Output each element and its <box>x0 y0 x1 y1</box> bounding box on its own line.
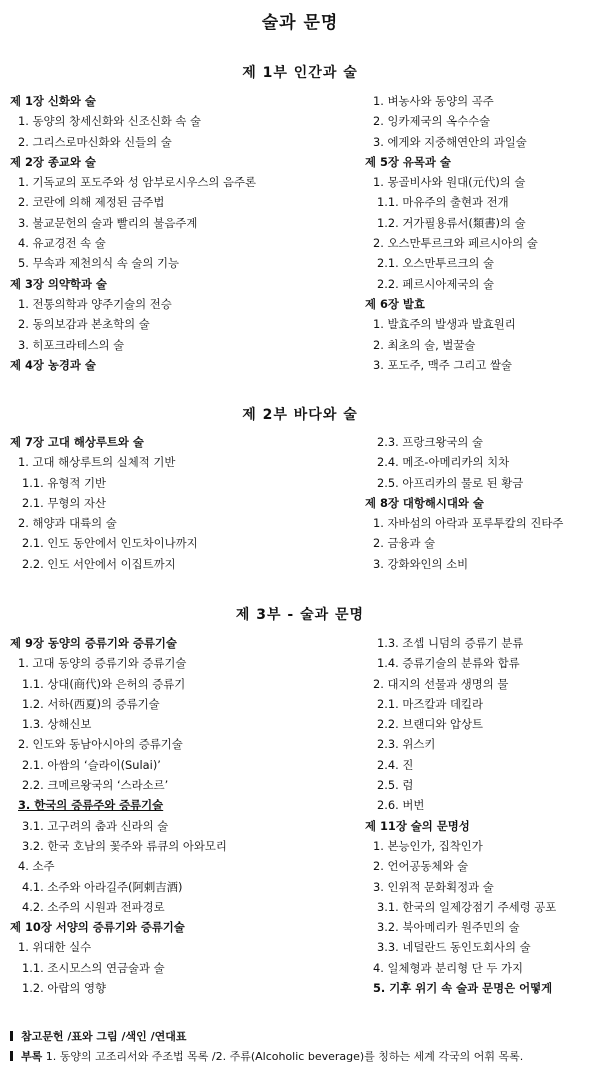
toc-entry: 1. 고대 동양의 증류기와 증류기술 <box>18 656 187 671</box>
toc-entry: 2.5. 아프리카의 물로 된 황금 <box>377 475 524 490</box>
toc-entry: 3. 한국의 증류주와 증류기술 <box>18 798 164 813</box>
toc-entry: 3.1. 고구려의 춤과 신라의 술 <box>22 818 169 833</box>
toc-entry: 2. 인도와 동남아시아의 증류기술 <box>18 737 183 752</box>
toc-entry: 2. 그리스로마신화와 신들의 술 <box>18 134 172 149</box>
toc-entry: 2.1. 아쌈의 ‘슬라이(Sulai)’ <box>22 757 161 772</box>
toc-entry: 5. 기후 위기 속 술과 문명은 어떻게 <box>373 981 553 996</box>
toc-entry: 1. 위대한 실수 <box>18 940 92 955</box>
toc-entry: 2.1. 오스만투르크의 술 <box>377 256 495 271</box>
part2-left-column <box>10 432 198 574</box>
toc-entry: 2.1. 마즈칼과 데킬라 <box>377 696 484 711</box>
toc-entry: 2.2. 페르시아제국의 술 <box>377 276 495 291</box>
toc-entry: 2. 동의보감과 본초학의 술 <box>18 317 150 332</box>
toc-entry: 4.1. 소주와 아라길주(阿剌吉酒) <box>22 879 183 894</box>
toc-entry: 3.1. 한국의 일제강점기 주세령 공포 <box>377 899 557 914</box>
toc-entry: 1. 본능인가, 집착인가 <box>373 838 483 853</box>
toc-entry: 2. 해양과 대륙의 술 <box>18 516 117 531</box>
bullet-bar-icon <box>10 1051 13 1061</box>
toc-entry: 1. 자바섬의 아락과 포루투칼의 진타주 <box>373 516 564 531</box>
toc-entry: 2. 오스만투르크와 페르시아의 술 <box>373 236 538 251</box>
toc-entry: 2.4. 메조-아메리카의 치차 <box>377 455 510 470</box>
toc-entry: 4.2. 소주의 시원과 전파경로 <box>22 899 165 914</box>
toc-entry: 1.1. 마유주의 출현과 전개 <box>377 195 509 210</box>
toc-entry: 4. 일체형과 분리형 단 두 가지 <box>373 960 524 975</box>
toc-entry: 1. 고대 해상루트의 실체적 기반 <box>18 455 176 470</box>
chapter-heading: 제 7장 고대 해상루트와 술 <box>10 435 144 449</box>
toc-entry: 3.2. 한국 호남의 꽃주와 류큐의 아와모리 <box>22 838 227 853</box>
chapter-heading: 제 4장 농경과 술 <box>10 357 96 372</box>
toc-entry: 1. 벼농사와 동양의 곡주 <box>373 94 494 108</box>
chapter-heading: 제 6장 발효 <box>365 296 425 311</box>
toc-entry: 1. 몽골비사와 원대(元代)의 술 <box>373 175 526 190</box>
part1-left-column <box>10 91 256 375</box>
part2-heading: 제 2부 바다와 술 <box>242 407 358 423</box>
chapter-heading: 제 5장 유목과 술 <box>365 154 451 169</box>
toc-entry: 4. 유교경전 속 술 <box>18 236 106 251</box>
chapter-heading: 제 8장 대항해시대와 술 <box>365 495 484 510</box>
toc-entry: 1.2. 아랍의 영향 <box>22 981 106 996</box>
part3-right-column <box>365 633 556 998</box>
toc-entry: 1.3. 상해신보 <box>22 717 92 732</box>
toc-entry: 1.3. 조셉 니덤의 증류기 분류 <box>377 636 524 650</box>
toc-entry: 2. 금융과 술 <box>373 536 436 551</box>
footer-appendix <box>10 1047 523 1067</box>
toc-entry: 3. 포도주, 맥주 그리고 쌀술 <box>373 357 513 372</box>
toc-entry: 1. 기독교의 포도주와 성 암부로시우스의 음주론 <box>18 175 257 190</box>
toc-entry: 2.1. 인도 동안에서 인도차이나까지 <box>22 536 198 551</box>
part3-left-column <box>10 633 227 998</box>
toc-entry: 3. 에게와 지중해연안의 과일술 <box>373 134 527 149</box>
toc-entry: 5. 무속과 제천의식 속 술의 기능 <box>18 256 180 271</box>
toc-entry: 2.6. 버번 <box>377 798 425 813</box>
chapter-heading: 제 2장 종교와 술 <box>10 154 96 169</box>
toc-entry: 1.1. 조시모스의 연금술과 술 <box>22 960 165 975</box>
toc-entry: 3. 히포크라테스의 술 <box>18 337 125 352</box>
toc-entry: 2. 코란에 의해 제정된 금주법 <box>18 195 165 210</box>
chapter-heading: 제 1장 신화와 술 <box>10 94 96 108</box>
chapter-heading: 제 3장 의약학과 술 <box>10 276 107 291</box>
toc-entry: 3.2. 북아메리카 원주민의 술 <box>377 920 520 935</box>
toc-entry: 2. 언어공동체와 술 <box>373 859 469 874</box>
toc-entry: 1.2. 서하(西夏)의 증류기술 <box>22 696 160 711</box>
part3-heading: 제 3부 - 술과 문명 <box>235 607 365 623</box>
chapter-heading: 제 10장 서양의 증류기와 증류기술 <box>10 920 185 935</box>
toc-entry: 2.5. 럼 <box>377 778 414 793</box>
part2-right-column <box>365 432 563 574</box>
toc-entry: 2.2. 크메르왕국의 ‘스라소르’ <box>22 778 169 793</box>
toc-entry: 1. 발효주의 발생과 발효원리 <box>373 317 516 332</box>
toc-entry: 2. 대지의 선물과 생명의 물 <box>373 676 509 691</box>
book-title: 술과 문명 <box>261 13 339 33</box>
toc-entry: 3. 강화와인의 소비 <box>373 556 469 571</box>
toc-entry: 2.2. 인도 서안에서 이집트까지 <box>22 556 176 571</box>
part1-right-column <box>365 91 538 375</box>
toc-entry: 4. 소주 <box>18 859 55 874</box>
toc-entry: 1. 동양의 창세신화와 신조신화 속 술 <box>18 114 202 129</box>
part1-heading: 제 1부 인간과 술 <box>242 65 358 81</box>
toc-entry: 3.3. 네덜란드 동인도회사의 술 <box>377 940 531 955</box>
appendix-text: 1. 동양의 고조리서와 주조법 목록 /2. 주류(Alcoholic beverage)를 칭하는 세계 각국의 어휘 목록. <box>42 1050 524 1063</box>
toc-entry: 1. 전통의학과 양주기술의 전승 <box>18 296 172 311</box>
toc-entry: 2.1. 무형의 자산 <box>22 495 106 510</box>
bullet-bar-icon <box>10 1031 13 1041</box>
toc-entry: 1.1. 상대(商代)와 은허의 증류기 <box>22 676 186 691</box>
toc-entry: 2. 최초의 술, 벌꿀술 <box>373 337 476 352</box>
footer-references-text: 참고문헌 /표와 그림 /색인 /연대표 <box>21 1030 187 1043</box>
footer-references <box>10 1027 187 1047</box>
toc-entry: 2.2. 브랜디와 압상트 <box>377 717 484 732</box>
toc-entry: 2.4. 진 <box>377 757 414 772</box>
toc-entry: 1.2. 거가필용류서(類書)의 술 <box>377 215 526 230</box>
toc-entry: 3. 불교문헌의 술과 빨리의 불음주계 <box>18 215 198 230</box>
toc-entry: 3. 인위적 문화획정과 술 <box>373 879 494 894</box>
chapter-heading: 제 11장 술의 문명성 <box>365 818 470 833</box>
toc-entry: 2. 잉카제국의 옥수수술 <box>373 114 491 129</box>
toc-entry: 1.1. 유형적 기반 <box>22 475 106 490</box>
toc-entry: 2.3. 위스키 <box>377 737 436 752</box>
toc-entry: 2.3. 프랑크왕국의 술 <box>377 435 484 449</box>
toc-entry: 1.4. 증류기술의 분류와 합류 <box>377 656 520 671</box>
appendix-label: 부록 <box>21 1050 43 1063</box>
chapter-heading: 제 9장 동양의 증류기와 증류기술 <box>10 636 177 650</box>
